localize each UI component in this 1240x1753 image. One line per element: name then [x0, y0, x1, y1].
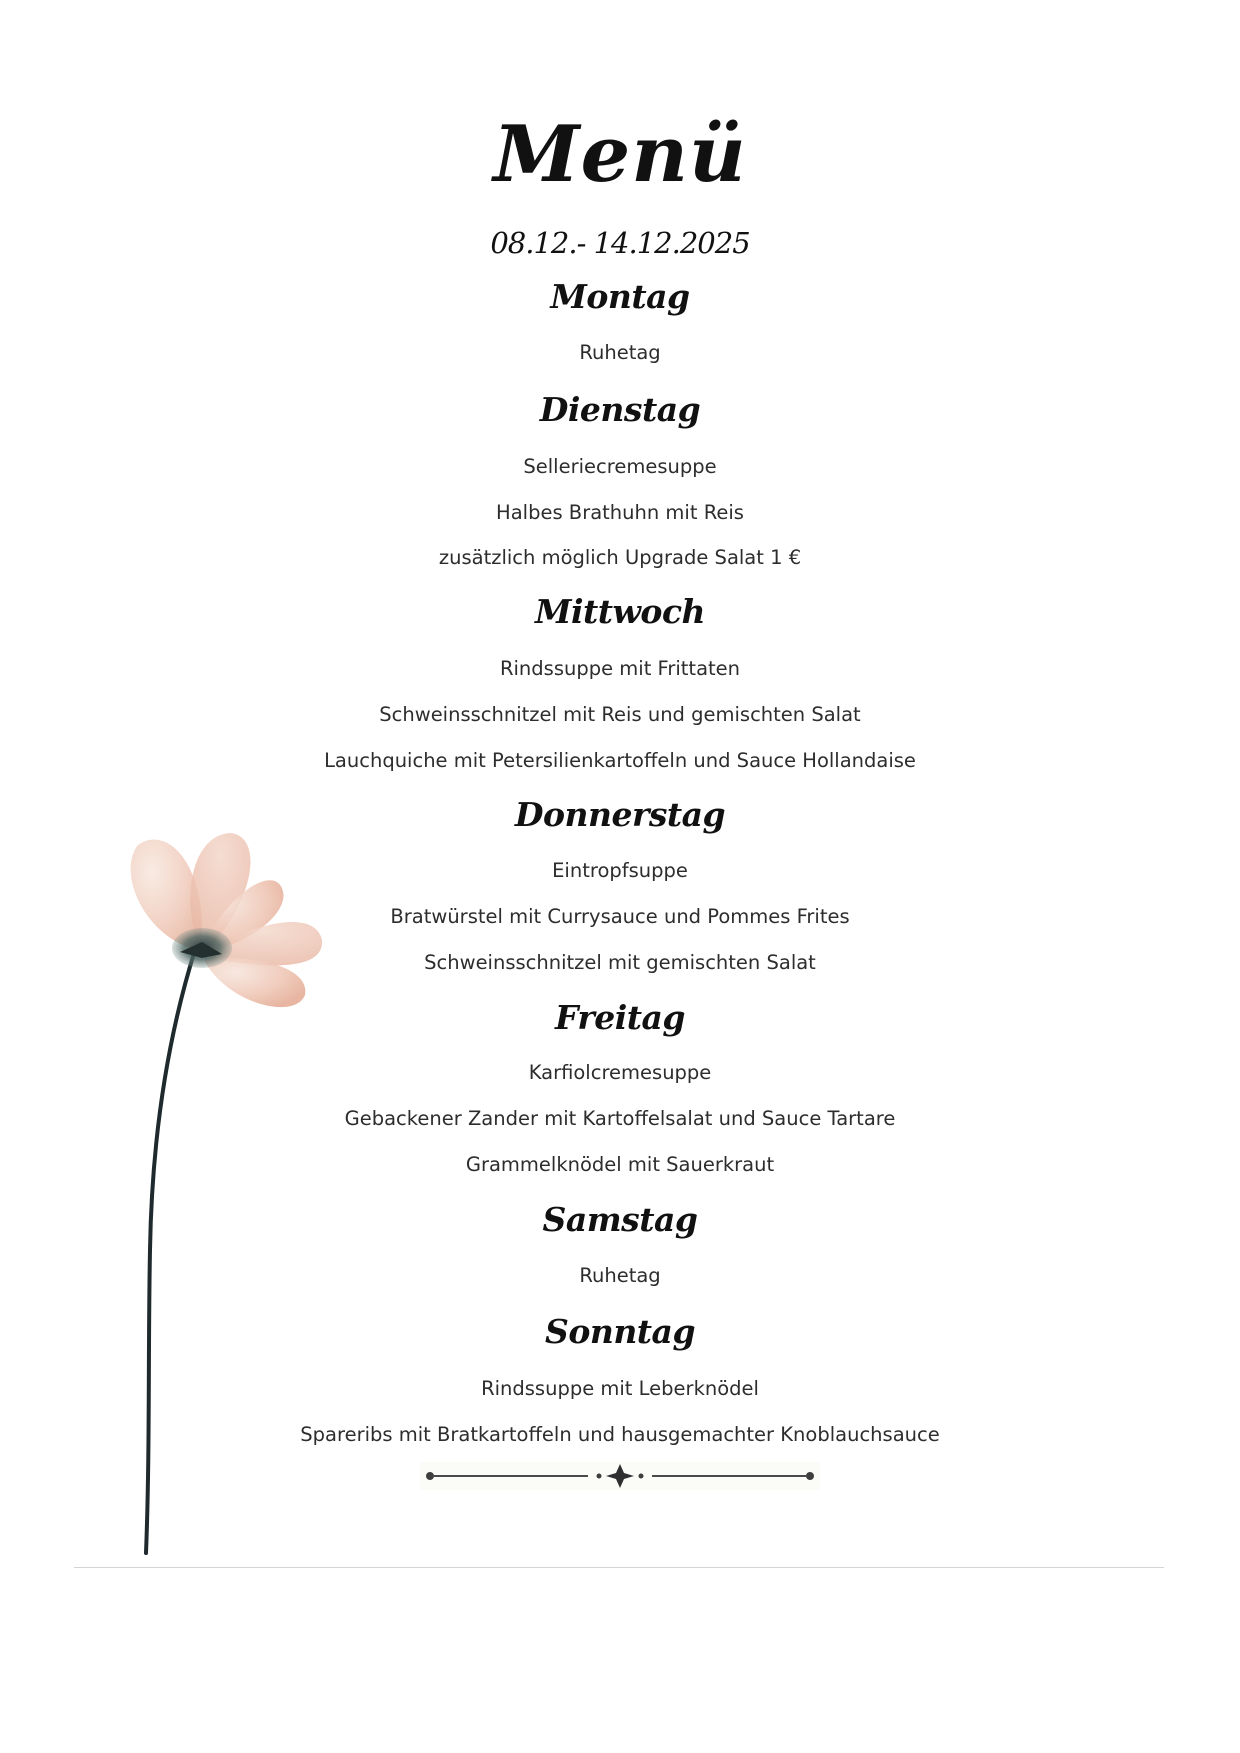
day-heading-dienstag: Dienstag: [539, 390, 701, 429]
menu-item: Gebackener Zander mit Kartoffelsalat und Sauce Tartare: [344, 1107, 896, 1130]
menu-item: Halbes Brathuhn mit Reis: [496, 501, 744, 524]
menu-item: Schweinsschnitzel mit Reis und gemischten Salat: [379, 703, 861, 726]
horizontal-rule: [74, 1567, 1164, 1568]
menu-title: Menü: [493, 109, 747, 200]
menu-item: Lauchquiche mit Petersilienkartoffeln und Sauce Hollandaise: [324, 749, 916, 772]
date-range: 08.12.- 14.12.2025: [490, 226, 750, 260]
day-heading-donnerstag: Donnerstag: [514, 795, 726, 834]
day-heading-samstag: Samstag: [542, 1200, 698, 1239]
menu-item: Selleriecremesuppe: [523, 455, 717, 478]
menu-item: Ruhetag: [579, 341, 661, 364]
menu-item: Rindssuppe mit Frittaten: [499, 657, 741, 680]
menu-item: Rindssuppe mit Leberknödel: [481, 1377, 759, 1400]
watercolor-flower-icon: [110, 830, 350, 1560]
menu-item: Eintropfsuppe: [552, 859, 688, 882]
ornament-divider-icon: [420, 1462, 820, 1490]
day-heading-mittwoch: Mittwoch: [534, 592, 706, 631]
day-heading-montag: Montag: [550, 277, 690, 316]
day-heading-sonntag: Sonntag: [544, 1312, 696, 1351]
menu-item: Grammelknödel mit Sauerkraut: [465, 1153, 775, 1176]
menu-item: Karfiolcremesuppe: [528, 1061, 712, 1084]
menu-item: Bratwürstel mit Currysauce und Pommes Frites: [390, 905, 850, 928]
day-heading-freitag: Freitag: [555, 998, 685, 1037]
menu-item: zusätzlich möglich Upgrade Salat 1 €: [438, 546, 802, 569]
menu-item: Spareribs mit Bratkartoffeln und hausgemachter Knoblauchsauce: [300, 1423, 940, 1446]
menu-item: Schweinsschnitzel mit gemischten Salat: [424, 951, 816, 974]
menu-item: Ruhetag: [579, 1264, 661, 1287]
